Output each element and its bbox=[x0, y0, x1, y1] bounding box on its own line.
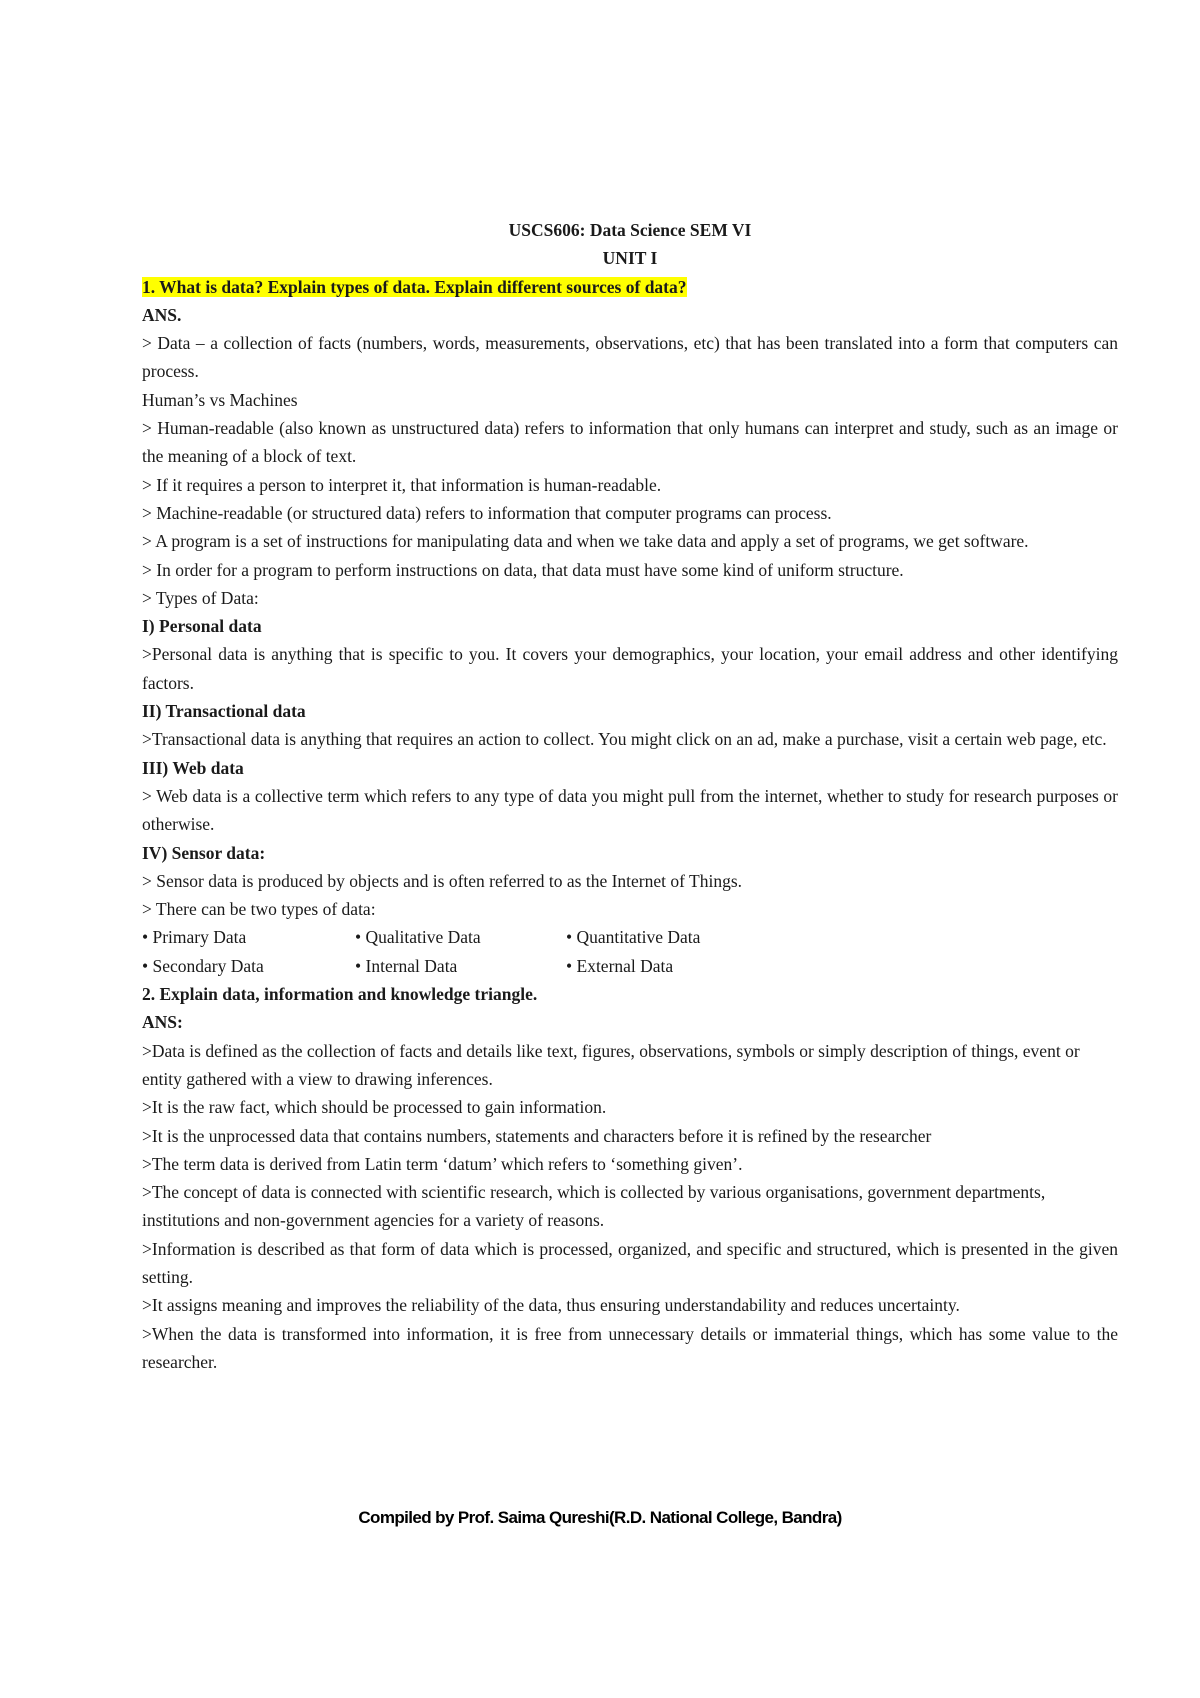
paragraph: > Machine-readable (or structured data) refers to information that computer programs can process. bbox=[142, 502, 832, 523]
data-types-row bbox=[142, 923, 1118, 951]
question-1-text: 1. What is data? Explain types of data. Explain different sources of data? bbox=[142, 276, 687, 297]
paragraph: > If it requires a person to interpret it, that information is human-readable. bbox=[142, 474, 662, 495]
paragraph: >The term data is derived from Latin term ‘datum’ which refers to ‘something given’. bbox=[142, 1153, 743, 1174]
paragraph: >It is the raw fact, which should be processed to gain information. bbox=[142, 1097, 607, 1118]
list-item: • Primary Data bbox=[142, 927, 247, 948]
paragraph: > Types of Data: bbox=[142, 587, 259, 608]
list-item: • Quantitative Data bbox=[566, 927, 701, 948]
paragraph: > There can be two types of data: bbox=[142, 899, 376, 920]
data-types-row bbox=[142, 952, 1118, 980]
section-heading: III) Web data bbox=[142, 757, 244, 778]
question-1 bbox=[142, 273, 1118, 301]
paragraph: >It is the unprocessed data that contains numbers, statements and characters before it is refined by the researcher bbox=[142, 1125, 932, 1146]
answer-1-label: ANS. bbox=[142, 304, 182, 325]
paragraph: >When the data is transformed into information, it is free from unnecessary details or immaterial things, which has some value to the researcher. bbox=[142, 1323, 1118, 1372]
section-heading: IV) Sensor data: bbox=[142, 842, 266, 863]
paragraph: Human’s vs Machines bbox=[142, 389, 298, 410]
answer-2-label: ANS: bbox=[142, 1012, 183, 1033]
document-page bbox=[142, 216, 1118, 1376]
paragraph: > Sensor data is produced by objects and is often referred to as the Internet of Things. bbox=[142, 870, 742, 891]
list-item: • Secondary Data bbox=[142, 955, 264, 976]
paragraph: >It assigns meaning and improves the reliability of the data, thus ensuring understandability and reduces uncertainty. bbox=[142, 1295, 960, 1316]
list-item: • External Data bbox=[566, 955, 674, 976]
paragraph: > Human-readable (also known as unstructured data) refers to information that only humans can interpret and study, such as an image or the meaning of a block of text. bbox=[142, 418, 1118, 467]
paragraph: >Transactional data is anything that requires an action to collect. You might click on an ad, make a purchase, visit a certain web page, etc. bbox=[142, 729, 1107, 750]
paragraph: > Web data is a collective term which refers to any type of data you might pull from the internet, whether to study for research purposes or otherwise. bbox=[142, 785, 1118, 835]
paragraph: > A program is a set of instructions for manipulating data and when we take data and apply a set of programs, we get software. bbox=[142, 531, 1029, 552]
question-2: 2. Explain data, information and knowledge triangle. bbox=[142, 984, 538, 1005]
paragraph: > In order for a program to perform instructions on data, that data must have some kind of uniform structure. bbox=[142, 559, 904, 580]
section-heading: II) Transactional data bbox=[142, 701, 306, 722]
paragraph: >Personal data is anything that is specific to you. It covers your demographics, your location, your email address and other identifying factors. bbox=[142, 644, 1118, 693]
section-heading: I) Personal data bbox=[142, 616, 262, 637]
list-item: • Internal Data bbox=[355, 955, 458, 976]
paragraph: > Data – a collection of facts (numbers, words, measurements, observations, etc) that has been translated into a form that computers can process. bbox=[142, 333, 1118, 382]
unit-title: UNIT I bbox=[602, 248, 658, 269]
page-footer: Compiled by Prof. Saima Qureshi(R.D. National College, Bandra) bbox=[358, 1508, 842, 1527]
list-item: • Qualitative Data bbox=[355, 927, 481, 948]
course-title: USCS606: Data Science SEM VI bbox=[508, 220, 752, 240]
paragraph: >The concept of data is connected with scientific research, which is collected by various organisations, government departments, institutions and non-government agencies for a variety of reasons. bbox=[142, 1182, 1046, 1231]
paragraph: >Information is described as that form of data which is processed, organized, and specific and structured, which is presented in the given setting. bbox=[142, 1238, 1118, 1287]
paragraph: >Data is defined as the collection of facts and details like text, figures, observations, symbols or simply description of things, event or entity gathered with a view to drawing inferences. bbox=[142, 1040, 1080, 1089]
